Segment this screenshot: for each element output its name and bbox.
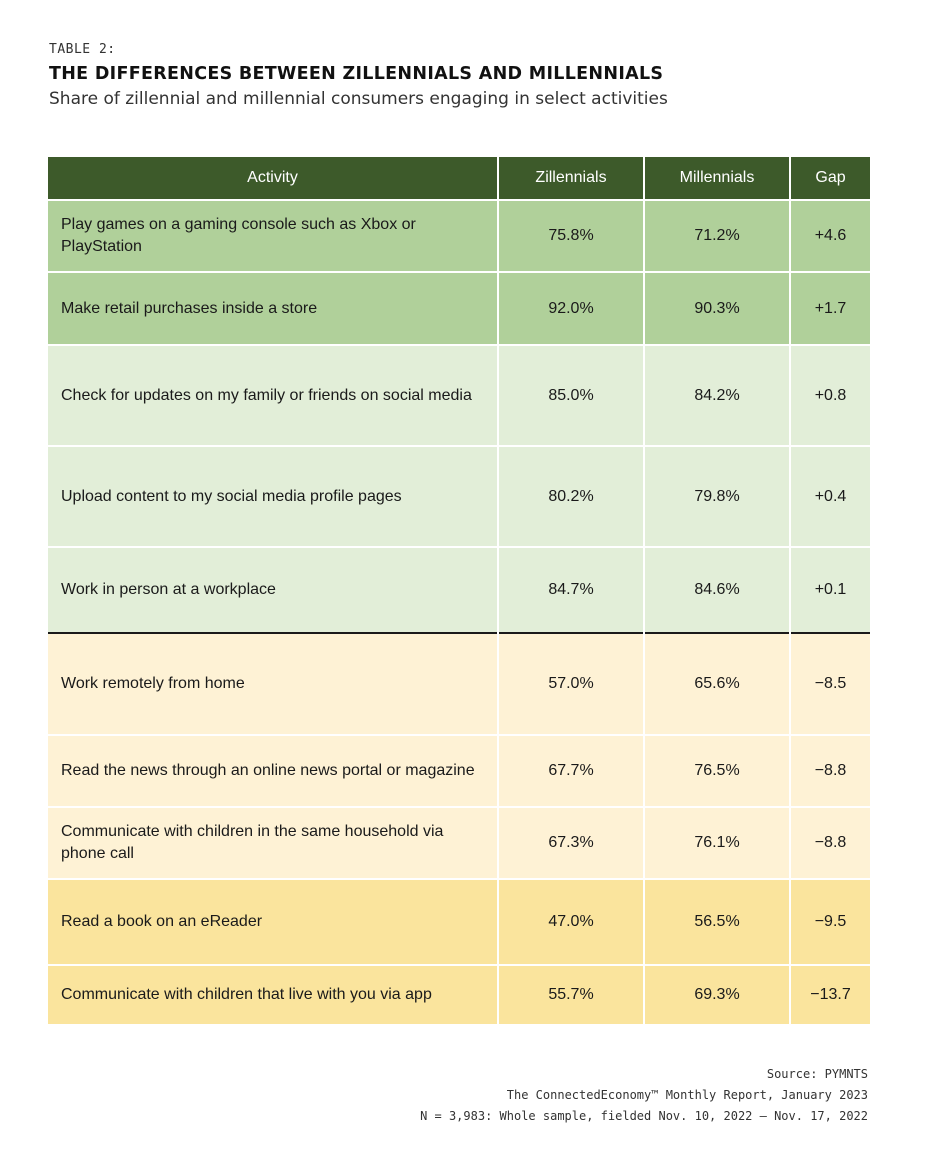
table-row [48,345,870,446]
table-row [48,879,870,965]
activity-cell: Upload content to my social media profile pages [48,446,498,547]
activity-cell: Make retail purchases inside a store [48,272,498,345]
gap-cell: −8.8 [790,735,870,807]
zillennials-cell: 57.0% [498,633,644,735]
zillennials-cell: 85.0% [498,345,644,446]
gap-cell: +1.7 [790,272,870,345]
source-note [420,1064,868,1127]
millennials-cell: 56.5% [644,879,790,965]
table-row [48,735,870,807]
zillennials-cell: 92.0% [498,272,644,345]
gap-cell: −9.5 [790,879,870,965]
table-label: TABLE 2: [49,42,116,57]
activity-cell: Read a book on an eReader [48,879,498,965]
gap-cell: −13.7 [790,965,870,1024]
millennials-cell: 65.6% [644,633,790,735]
table-row [48,200,870,272]
table-header-row [48,157,870,200]
millennials-cell: 76.1% [644,807,790,879]
millennials-cell: 79.8% [644,446,790,547]
column-header-gap: Gap [790,157,870,200]
millennials-cell: 84.6% [644,547,790,633]
activity-cell: Work remotely from home [48,633,498,735]
millennials-cell: 69.3% [644,965,790,1024]
table-row [48,965,870,1024]
gap-cell: +0.1 [790,547,870,633]
column-header-zillennials: Zillennials [498,157,644,200]
table-row [48,272,870,345]
activity-cell: Read the news through an online news portal or magazine [48,735,498,807]
millennials-cell: 71.2% [644,200,790,272]
millennials-cell: 76.5% [644,735,790,807]
table-row [48,633,870,735]
activity-cell: Play games on a gaming console such as Xbox or PlayStation [48,200,498,272]
zillennials-cell: 84.7% [498,547,644,633]
page-title: THE DIFFERENCES BETWEEN ZILLENNIALS AND MILLENNIALS [49,64,664,84]
table-row [48,547,870,633]
table-row [48,446,870,547]
millennials-cell: 84.2% [644,345,790,446]
zillennials-cell: 67.3% [498,807,644,879]
activity-cell: Check for updates on my family or friends on social media [48,345,498,446]
millennials-cell: 90.3% [644,272,790,345]
table-row [48,807,870,879]
activity-cell: Communicate with children that live with you via app [48,965,498,1024]
source-line: Source: PYMNTS [766,1067,868,1081]
report-line: The ConnectedEconomy™ Monthly Report, January 2023 [506,1088,868,1102]
gap-cell: +0.4 [790,446,870,547]
activity-cell: Work in person at a workplace [48,547,498,633]
gap-cell: +4.6 [790,200,870,272]
sample-line: N = 3,983: Whole sample, fielded Nov. 10, 2022 – Nov. 17, 2022 [420,1109,868,1123]
zillennials-cell: 55.7% [498,965,644,1024]
activity-cell: Communicate with children in the same household via phone call [48,807,498,879]
zillennials-cell: 75.8% [498,200,644,272]
gap-cell: +0.8 [790,345,870,446]
zillennials-cell: 67.7% [498,735,644,807]
column-header-activity: Activity [48,157,498,200]
activities-table [48,157,870,1024]
zillennials-cell: 80.2% [498,446,644,547]
gap-cell: −8.5 [790,633,870,735]
zillennials-cell: 47.0% [498,879,644,965]
gap-cell: −8.8 [790,807,870,879]
page-subtitle: Share of zillennial and millennial consumers engaging in select activities [49,89,668,109]
column-header-millennials: Millennials [644,157,790,200]
